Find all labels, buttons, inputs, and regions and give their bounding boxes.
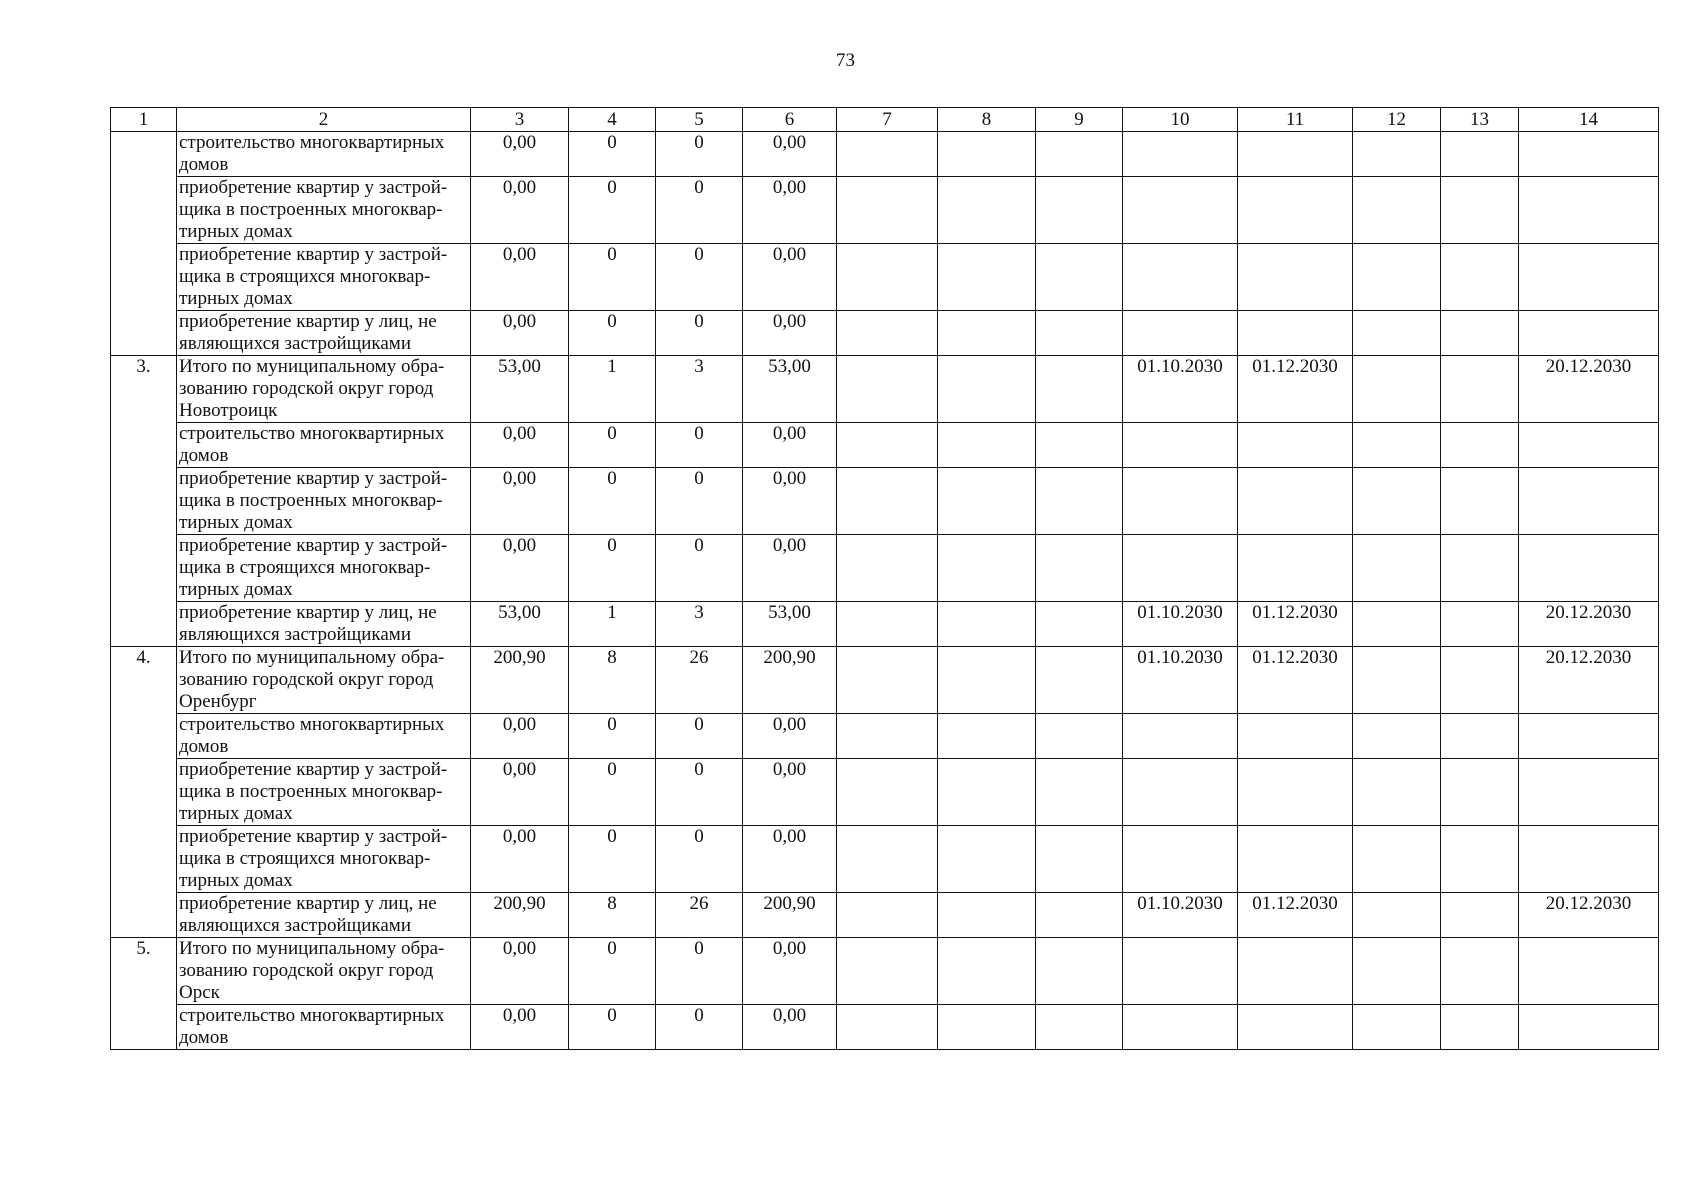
- date-cell: [1238, 1005, 1353, 1050]
- empty-cell: [1441, 893, 1519, 938]
- empty-cell: [1036, 177, 1123, 244]
- amount-cell: 0,00: [471, 423, 569, 468]
- count-cell: 0: [656, 714, 743, 759]
- amount-cell: 200,90: [471, 893, 569, 938]
- count-cell: 0: [656, 759, 743, 826]
- date-cell: 01.10.2030: [1123, 893, 1238, 938]
- table-row: [111, 311, 1659, 356]
- description-cell: приобретение квартир у застрой-щика в строящихся многоквар-тирных домах: [177, 826, 471, 893]
- empty-cell: [1441, 356, 1519, 423]
- empty-cell: [938, 647, 1036, 714]
- empty-cell: [1441, 311, 1519, 356]
- date-cell: [1238, 177, 1353, 244]
- empty-cell: [938, 938, 1036, 1005]
- date-cell: [1519, 468, 1659, 535]
- column-header-3: 3: [471, 108, 569, 132]
- empty-cell: [837, 938, 938, 1005]
- description-cell: Итого по муниципальному обра-зованию городской округ город Орск: [177, 938, 471, 1005]
- empty-cell: [1441, 132, 1519, 177]
- date-cell: [1238, 468, 1353, 535]
- count-cell: 26: [656, 893, 743, 938]
- amount-cell: 0,00: [471, 535, 569, 602]
- date-cell: [1123, 938, 1238, 1005]
- empty-cell: [938, 893, 1036, 938]
- empty-cell: [1441, 826, 1519, 893]
- count-cell: 0: [656, 177, 743, 244]
- column-header-11: 11: [1238, 108, 1353, 132]
- empty-cell: [938, 1005, 1036, 1050]
- empty-cell: [1036, 132, 1123, 177]
- date-cell: [1123, 311, 1238, 356]
- empty-cell: [938, 759, 1036, 826]
- date-cell: [1238, 132, 1353, 177]
- count-cell: 0: [656, 468, 743, 535]
- count-cell: 0: [656, 132, 743, 177]
- table-row: [111, 468, 1659, 535]
- empty-cell: [1353, 1005, 1441, 1050]
- date-cell: [1238, 759, 1353, 826]
- empty-cell: [1036, 468, 1123, 535]
- empty-cell: [938, 423, 1036, 468]
- date-cell: [1519, 244, 1659, 311]
- empty-cell: [1441, 244, 1519, 311]
- column-header-6: 6: [743, 108, 837, 132]
- empty-cell: [1441, 714, 1519, 759]
- empty-cell: [1036, 423, 1123, 468]
- empty-cell: [1441, 938, 1519, 1005]
- empty-cell: [1036, 714, 1123, 759]
- date-cell: [1123, 826, 1238, 893]
- description-cell: приобретение квартир у застрой-щика в построенных многоквар-тирных домах: [177, 759, 471, 826]
- amount-cell: 0,00: [471, 311, 569, 356]
- count-cell: 0: [569, 311, 656, 356]
- date-cell: [1519, 938, 1659, 1005]
- empty-cell: [1441, 647, 1519, 714]
- empty-cell: [1353, 893, 1441, 938]
- description-cell: строительство многоквартирных домов: [177, 423, 471, 468]
- empty-cell: [837, 647, 938, 714]
- amount-cell: 200,90: [743, 647, 837, 714]
- count-cell: 0: [569, 759, 656, 826]
- empty-cell: [938, 535, 1036, 602]
- empty-cell: [1353, 759, 1441, 826]
- amount-cell: 0,00: [471, 468, 569, 535]
- table-row: [111, 356, 1659, 423]
- empty-cell: [837, 714, 938, 759]
- amount-cell: 53,00: [743, 356, 837, 423]
- date-cell: [1238, 535, 1353, 602]
- column-header-5: 5: [656, 108, 743, 132]
- empty-cell: [1441, 177, 1519, 244]
- amount-cell: 0,00: [743, 1005, 837, 1050]
- empty-cell: [1353, 468, 1441, 535]
- amount-cell: 0,00: [743, 423, 837, 468]
- count-cell: 0: [656, 423, 743, 468]
- count-cell: 0: [656, 244, 743, 311]
- description-cell: Итого по муниципальному обра-зованию городской округ город Новотроицк: [177, 356, 471, 423]
- amount-cell: 0,00: [471, 938, 569, 1005]
- row-index-cell: 5.: [111, 938, 177, 1050]
- table-row: [111, 244, 1659, 311]
- amount-cell: 53,00: [471, 602, 569, 647]
- count-cell: 0: [656, 535, 743, 602]
- count-cell: 0: [656, 938, 743, 1005]
- date-cell: [1123, 535, 1238, 602]
- empty-cell: [1441, 423, 1519, 468]
- empty-cell: [938, 602, 1036, 647]
- count-cell: 0: [656, 311, 743, 356]
- description-cell: приобретение квартир у лиц, не являющихся застройщиками: [177, 602, 471, 647]
- amount-cell: 0,00: [743, 714, 837, 759]
- amount-cell: 0,00: [743, 311, 837, 356]
- empty-cell: [837, 311, 938, 356]
- description-cell: приобретение квартир у застрой-щика в построенных многоквар-тирных домах: [177, 177, 471, 244]
- date-cell: 01.10.2030: [1123, 602, 1238, 647]
- date-cell: [1123, 468, 1238, 535]
- empty-cell: [1353, 244, 1441, 311]
- table-row: [111, 647, 1659, 714]
- amount-cell: 0,00: [471, 714, 569, 759]
- column-header-4: 4: [569, 108, 656, 132]
- table-row: [111, 714, 1659, 759]
- empty-cell: [837, 759, 938, 826]
- amount-cell: 53,00: [743, 602, 837, 647]
- table-row: [111, 535, 1659, 602]
- count-cell: 8: [569, 647, 656, 714]
- empty-cell: [1036, 244, 1123, 311]
- amount-cell: 0,00: [471, 1005, 569, 1050]
- count-cell: 26: [656, 647, 743, 714]
- date-cell: [1519, 535, 1659, 602]
- table-row: [111, 893, 1659, 938]
- amount-cell: 0,00: [471, 132, 569, 177]
- count-cell: 3: [656, 602, 743, 647]
- column-header-10: 10: [1123, 108, 1238, 132]
- date-cell: [1519, 826, 1659, 893]
- table-row: [111, 132, 1659, 177]
- date-cell: [1123, 244, 1238, 311]
- empty-cell: [837, 244, 938, 311]
- date-cell: 01.12.2030: [1238, 893, 1353, 938]
- count-cell: 1: [569, 602, 656, 647]
- column-header-8: 8: [938, 108, 1036, 132]
- empty-cell: [1036, 1005, 1123, 1050]
- empty-cell: [938, 826, 1036, 893]
- empty-cell: [1036, 759, 1123, 826]
- empty-cell: [938, 132, 1036, 177]
- description-cell: приобретение квартир у лиц, не являющихся застройщиками: [177, 893, 471, 938]
- empty-cell: [938, 311, 1036, 356]
- count-cell: 0: [569, 423, 656, 468]
- amount-cell: 0,00: [743, 177, 837, 244]
- count-cell: 0: [656, 1005, 743, 1050]
- table-row: [111, 938, 1659, 1005]
- empty-cell: [837, 468, 938, 535]
- amount-cell: 0,00: [743, 132, 837, 177]
- amount-cell: 53,00: [471, 356, 569, 423]
- date-cell: [1519, 1005, 1659, 1050]
- empty-cell: [938, 244, 1036, 311]
- amount-cell: 0,00: [743, 759, 837, 826]
- empty-cell: [938, 356, 1036, 423]
- empty-cell: [837, 423, 938, 468]
- empty-cell: [1353, 647, 1441, 714]
- count-cell: 1: [569, 356, 656, 423]
- description-cell: приобретение квартир у застрой-щика в построенных многоквар-тирных домах: [177, 468, 471, 535]
- date-cell: [1519, 759, 1659, 826]
- date-cell: 20.12.2030: [1519, 647, 1659, 714]
- date-cell: 20.12.2030: [1519, 356, 1659, 423]
- empty-cell: [837, 535, 938, 602]
- date-cell: 01.12.2030: [1238, 647, 1353, 714]
- amount-cell: 0,00: [743, 535, 837, 602]
- table-row: [111, 1005, 1659, 1050]
- empty-cell: [1353, 132, 1441, 177]
- count-cell: 0: [569, 177, 656, 244]
- empty-cell: [1441, 468, 1519, 535]
- empty-cell: [837, 132, 938, 177]
- count-cell: 0: [569, 714, 656, 759]
- count-cell: 0: [569, 938, 656, 1005]
- empty-cell: [1441, 759, 1519, 826]
- empty-cell: [837, 1005, 938, 1050]
- empty-cell: [1441, 602, 1519, 647]
- empty-cell: [1036, 647, 1123, 714]
- date-cell: [1123, 423, 1238, 468]
- table-body: [111, 132, 1659, 1050]
- empty-cell: [1353, 423, 1441, 468]
- date-cell: 01.10.2030: [1123, 647, 1238, 714]
- amount-cell: 0,00: [743, 244, 837, 311]
- count-cell: 3: [656, 356, 743, 423]
- description-cell: приобретение квартир у застрой-щика в строящихся многоквар-тирных домах: [177, 535, 471, 602]
- count-cell: 8: [569, 893, 656, 938]
- column-header-9: 9: [1036, 108, 1123, 132]
- housing-program-table: [110, 107, 1659, 1050]
- count-cell: 0: [569, 826, 656, 893]
- empty-cell: [1353, 714, 1441, 759]
- empty-cell: [1353, 826, 1441, 893]
- amount-cell: 0,00: [471, 177, 569, 244]
- column-header-1: 1: [111, 108, 177, 132]
- amount-cell: 0,00: [471, 826, 569, 893]
- date-cell: 01.10.2030: [1123, 356, 1238, 423]
- column-header-12: 12: [1353, 108, 1441, 132]
- date-cell: [1123, 759, 1238, 826]
- empty-cell: [1353, 177, 1441, 244]
- amount-cell: 200,90: [471, 647, 569, 714]
- date-cell: [1238, 423, 1353, 468]
- date-cell: [1519, 423, 1659, 468]
- row-index-cell: [111, 132, 177, 356]
- date-cell: [1238, 714, 1353, 759]
- table-row: [111, 759, 1659, 826]
- count-cell: 0: [569, 468, 656, 535]
- date-cell: [1123, 714, 1238, 759]
- empty-cell: [1036, 356, 1123, 423]
- count-cell: 0: [569, 1005, 656, 1050]
- description-cell: приобретение квартир у лиц, не являющихся застройщиками: [177, 311, 471, 356]
- table-row: [111, 602, 1659, 647]
- row-index-cell: 4.: [111, 647, 177, 938]
- page-number: 73: [836, 50, 855, 71]
- empty-cell: [1036, 311, 1123, 356]
- date-cell: [1123, 177, 1238, 244]
- date-cell: [1123, 132, 1238, 177]
- amount-cell: 0,00: [743, 938, 837, 1005]
- amount-cell: 0,00: [743, 826, 837, 893]
- description-cell: строительство многоквартирных домов: [177, 1005, 471, 1050]
- amount-cell: 0,00: [471, 759, 569, 826]
- description-cell: строительство многоквартирных домов: [177, 714, 471, 759]
- empty-cell: [1353, 535, 1441, 602]
- date-cell: [1123, 1005, 1238, 1050]
- amount-cell: 0,00: [471, 244, 569, 311]
- empty-cell: [938, 714, 1036, 759]
- description-cell: Итого по муниципальному обра-зованию городской округ город Оренбург: [177, 647, 471, 714]
- count-cell: 0: [569, 535, 656, 602]
- row-index-cell: 3.: [111, 356, 177, 647]
- description-cell: строительство многоквартирных домов: [177, 132, 471, 177]
- column-header-2: 2: [177, 108, 471, 132]
- date-cell: 20.12.2030: [1519, 893, 1659, 938]
- table-row: [111, 423, 1659, 468]
- empty-cell: [1353, 356, 1441, 423]
- date-cell: [1519, 311, 1659, 356]
- date-cell: [1519, 714, 1659, 759]
- count-cell: 0: [569, 244, 656, 311]
- column-number-row: [111, 108, 1659, 132]
- empty-cell: [1036, 535, 1123, 602]
- empty-cell: [938, 468, 1036, 535]
- column-header-14: 14: [1519, 108, 1659, 132]
- date-cell: [1238, 311, 1353, 356]
- description-cell: приобретение квартир у застрой-щика в строящихся многоквар-тирных домах: [177, 244, 471, 311]
- empty-cell: [837, 356, 938, 423]
- table-row: [111, 826, 1659, 893]
- date-cell: 01.12.2030: [1238, 356, 1353, 423]
- amount-cell: 0,00: [743, 468, 837, 535]
- empty-cell: [837, 893, 938, 938]
- empty-cell: [1036, 826, 1123, 893]
- empty-cell: [1036, 938, 1123, 1005]
- count-cell: 0: [569, 132, 656, 177]
- empty-cell: [837, 602, 938, 647]
- empty-cell: [1441, 1005, 1519, 1050]
- date-cell: [1519, 177, 1659, 244]
- empty-cell: [837, 826, 938, 893]
- date-cell: [1238, 938, 1353, 1005]
- empty-cell: [1353, 311, 1441, 356]
- date-cell: [1519, 132, 1659, 177]
- column-header-13: 13: [1441, 108, 1519, 132]
- empty-cell: [1353, 602, 1441, 647]
- empty-cell: [1441, 535, 1519, 602]
- column-header-7: 7: [837, 108, 938, 132]
- date-cell: 20.12.2030: [1519, 602, 1659, 647]
- table-row: [111, 177, 1659, 244]
- empty-cell: [938, 177, 1036, 244]
- amount-cell: 200,90: [743, 893, 837, 938]
- count-cell: 0: [656, 826, 743, 893]
- date-cell: 01.12.2030: [1238, 602, 1353, 647]
- empty-cell: [837, 177, 938, 244]
- empty-cell: [1036, 893, 1123, 938]
- date-cell: [1238, 826, 1353, 893]
- empty-cell: [1036, 602, 1123, 647]
- date-cell: [1238, 244, 1353, 311]
- empty-cell: [1353, 938, 1441, 1005]
